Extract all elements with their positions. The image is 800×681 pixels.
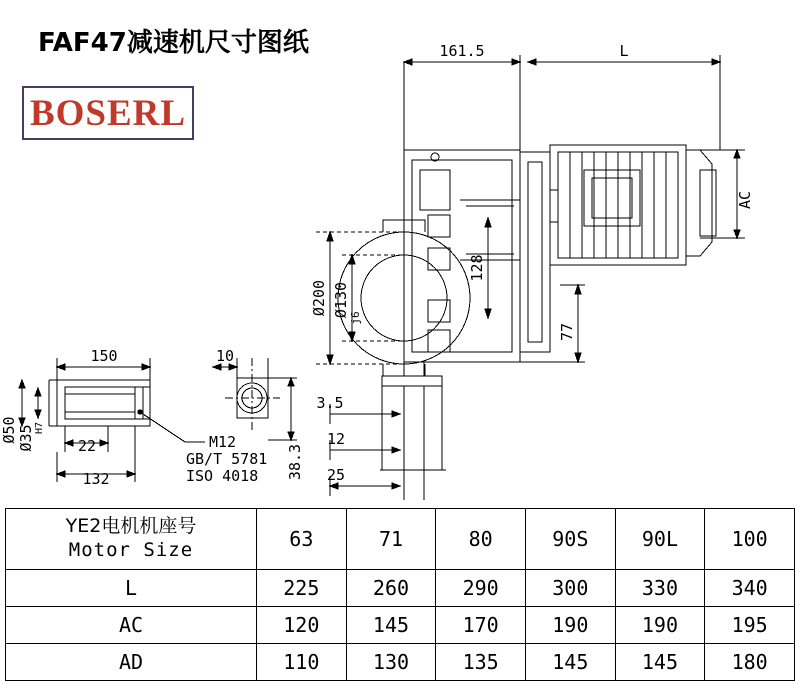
- dim-12: 12: [326, 430, 346, 448]
- page-title: FAF47减速机尺寸图纸: [38, 28, 309, 58]
- cell-AD-63: 110: [257, 644, 347, 681]
- cell-L-90L: 330: [615, 570, 705, 607]
- callout-standard-iso: ISO 4018: [186, 467, 259, 485]
- cell-AC-100: 195: [705, 607, 795, 644]
- dim-dia35: Ø35: [17, 424, 35, 452]
- cell-AD-80: 135: [436, 644, 526, 681]
- cell-AD-100: 180: [705, 644, 795, 681]
- dim-dia130: Ø130: [332, 281, 350, 319]
- table-header-size-0: 63: [257, 509, 347, 570]
- callout-standard-gb: GB/T 5781: [186, 450, 268, 468]
- table-header-row: [6, 509, 795, 570]
- dim-25: 25: [326, 466, 346, 484]
- dim-77: 77: [558, 322, 576, 342]
- table-header-label-cn: YE2电机机座号: [65, 515, 197, 538]
- dim-L: L: [619, 42, 629, 60]
- dim-dia130-tol: j6: [349, 311, 362, 325]
- motor-size-table: [5, 508, 795, 681]
- cell-AC-80: 170: [436, 607, 526, 644]
- cell-L-100: 340: [705, 570, 795, 607]
- cell-L-90S: 300: [525, 570, 615, 607]
- cell-AC-63: 120: [257, 607, 347, 644]
- dim-132: 132: [82, 470, 110, 488]
- logo-text: BOSERL: [29, 92, 187, 134]
- cell-L-80: 290: [436, 570, 526, 607]
- dim-38-3: 38.3: [286, 443, 304, 481]
- dim-dia200: Ø200: [310, 279, 328, 317]
- table-header-size-4: 90L: [615, 509, 705, 570]
- dim-128: 128: [468, 254, 486, 282]
- table-header-label: [6, 509, 257, 570]
- cell-AD-71: 130: [346, 644, 436, 681]
- table-header-label-en: Motor Size: [68, 539, 194, 561]
- table-row-label-AD: AD: [6, 644, 257, 681]
- cell-L-63: 225: [257, 570, 347, 607]
- cell-AD-90S: 145: [525, 644, 615, 681]
- dim-AC: AC: [736, 190, 754, 210]
- dim-dia50: Ø50: [0, 416, 18, 444]
- cell-L-71: 260: [346, 570, 436, 607]
- table-row-label-L: L: [6, 570, 257, 607]
- callout-m12: M12: [209, 433, 237, 451]
- dim-22: 22: [77, 437, 97, 455]
- cell-AD-90L: 145: [615, 644, 705, 681]
- dim-10: 10: [215, 347, 235, 365]
- cell-AC-90L: 190: [615, 607, 705, 644]
- cell-AC-90S: 190: [525, 607, 615, 644]
- table-row-label-AC: AC: [6, 607, 257, 644]
- table-row: [6, 570, 795, 607]
- dim-161-5: 161.5: [439, 42, 485, 60]
- table-row: [6, 607, 795, 644]
- dim-150: 150: [90, 347, 118, 365]
- cell-AC-71: 145: [346, 607, 436, 644]
- table-row: [6, 644, 795, 681]
- table-header-size-1: 71: [346, 509, 436, 570]
- dim-3-5: 3.5: [316, 394, 344, 412]
- table-header-size-2: 80: [436, 509, 526, 570]
- dim-dia35-tol: H7: [34, 421, 45, 435]
- table-header-size-3: 90S: [525, 509, 615, 570]
- table-header-size-5: 100: [705, 509, 795, 570]
